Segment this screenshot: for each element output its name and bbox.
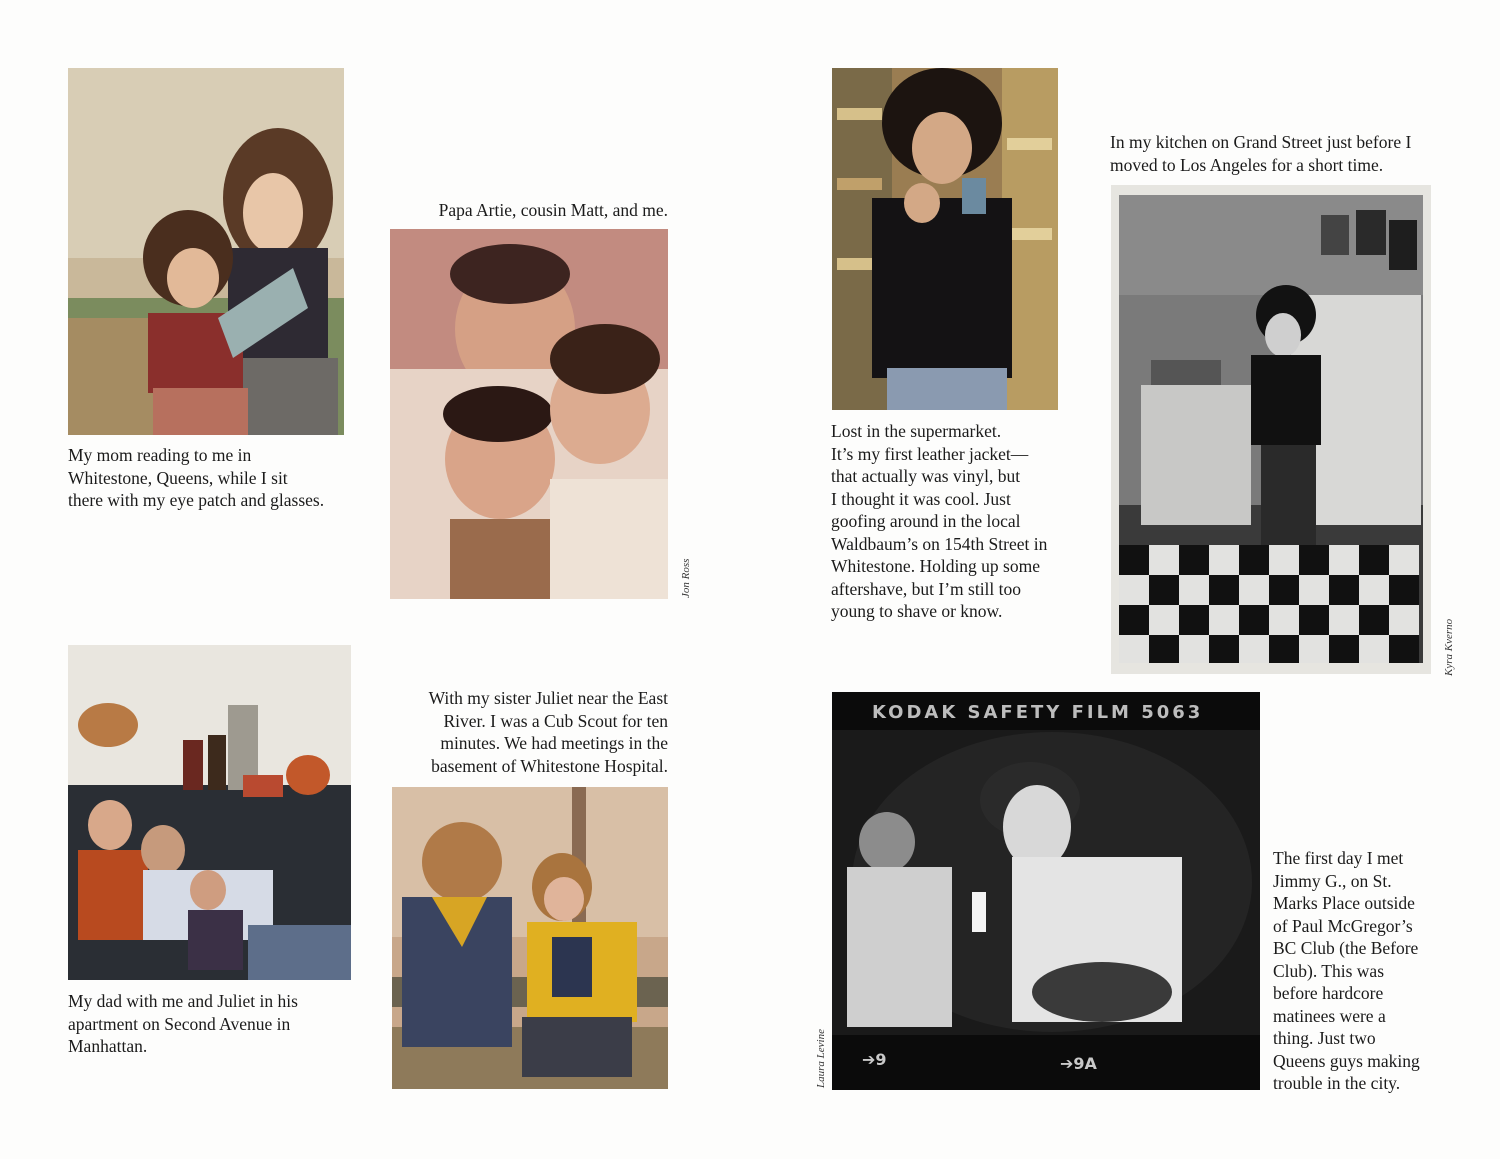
caption-jimmy: The first day I met Jimmy G., on St. Marks Place outside of Paul McGregor’s BC Club (the Before Club). This was before hardcore matinees were a thing. Just two Queens guys making trouble in the city. — [1273, 848, 1420, 1093]
credit-kyra-kverno: Kyra Kverno — [1443, 618, 1455, 676]
photo-dad — [68, 645, 351, 980]
film-frame-label-right: ➔9A — [1060, 1054, 1097, 1073]
film-edge-text: KODAK SAFETY FILM 5063 — [872, 702, 1204, 723]
photo-kitchen — [1111, 185, 1431, 674]
photo-mom-reading — [68, 68, 344, 435]
credit-jon-ross: Jon Ross — [680, 558, 692, 598]
caption-supermarket: Lost in the supermarket. It’s my first leather jacket— that actually was vinyl, but I thought it was cool. Just goofing around in the local Waldbaum’s on 154th Street in Whitestone. Holding up some aftershave, but I’m still too young to shave or know. — [831, 421, 1048, 621]
photo-sister — [392, 787, 668, 1089]
caption-mom-reading: My mom reading to me in Whitestone, Queens, while I sit there with my eye patch and glasses. — [68, 445, 325, 510]
credit-laura-levine: Laura Levine — [815, 1029, 827, 1088]
film-frame-label-left: ➔9 — [862, 1050, 887, 1069]
caption-dad: My dad with me and Juliet in his apartment on Second Avenue in Manhattan. — [68, 991, 298, 1056]
caption-sister: With my sister Juliet near the East River. I was a Cub Scout for ten minutes. We had meetings in the basement of Whitestone Hospital. — [428, 688, 668, 776]
photo-supermarket — [832, 68, 1058, 410]
photo-jimmy-film-strip — [832, 692, 1260, 1090]
photo-papa-artie — [390, 229, 668, 599]
caption-papa-artie: Papa Artie, cousin Matt, and me. — [438, 200, 668, 220]
caption-kitchen: In my kitchen on Grand Street just before I moved to Los Angeles for a short time. — [1110, 132, 1412, 175]
